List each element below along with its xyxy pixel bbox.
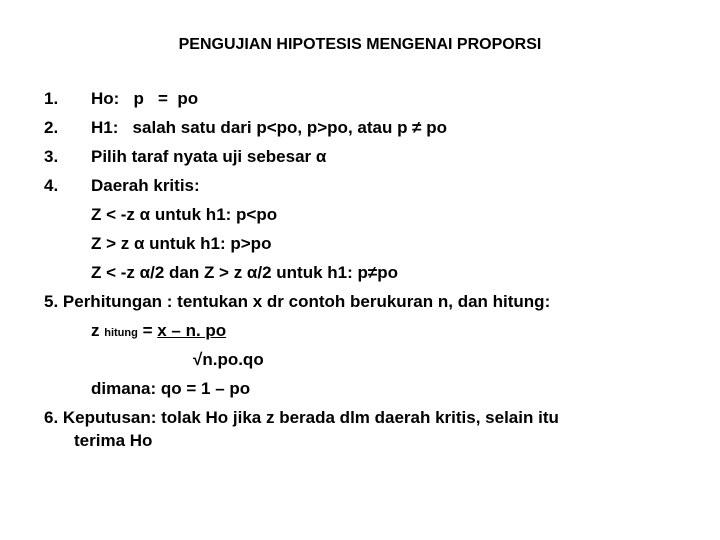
critical-region-line: Z < -z α/2 dan Z > z α/2 untuk h1: p≠po	[91, 263, 398, 282]
step-text: Pilih taraf nyata uji sebesar α	[91, 147, 327, 166]
z-symbol: z	[91, 321, 100, 340]
slide-title: PENGUJIAN HIPOTESIS MENGENAI PROPORSI	[178, 36, 542, 53]
step-text: Daerah kritis:	[91, 176, 200, 195]
step-text: H1: salah satu dari p<po, p>po, atau p ≠ po	[91, 118, 447, 137]
z-subscript: hitung	[104, 327, 138, 339]
step-number: 4.	[44, 176, 59, 195]
formula-denominator: √n.po.qo	[193, 350, 264, 369]
step-number: 1.	[44, 89, 59, 108]
step-number: 3.	[44, 147, 59, 166]
step-5-text: 5. Perhitungan : tentukan x dr contoh berukuran n, dan hitung:	[44, 292, 551, 311]
equals-sign: =	[137, 321, 158, 340]
z-formula	[91, 321, 226, 343]
formula-numerator: x – n. po	[157, 321, 227, 340]
step-6-continuation: terima Ho	[74, 431, 153, 450]
step-text: Ho: p = po	[91, 89, 199, 108]
step-6-text: 6. Keputusan: tolak Ho jika z berada dlm daerah kritis, selain itu	[44, 408, 559, 427]
where-definition: dimana: qo = 1 – po	[91, 379, 251, 398]
step-number: 2.	[44, 118, 59, 137]
critical-region-line: Z > z α untuk h1: p>po	[91, 234, 272, 253]
critical-region-line: Z < -z α untuk h1: p<po	[91, 205, 278, 224]
